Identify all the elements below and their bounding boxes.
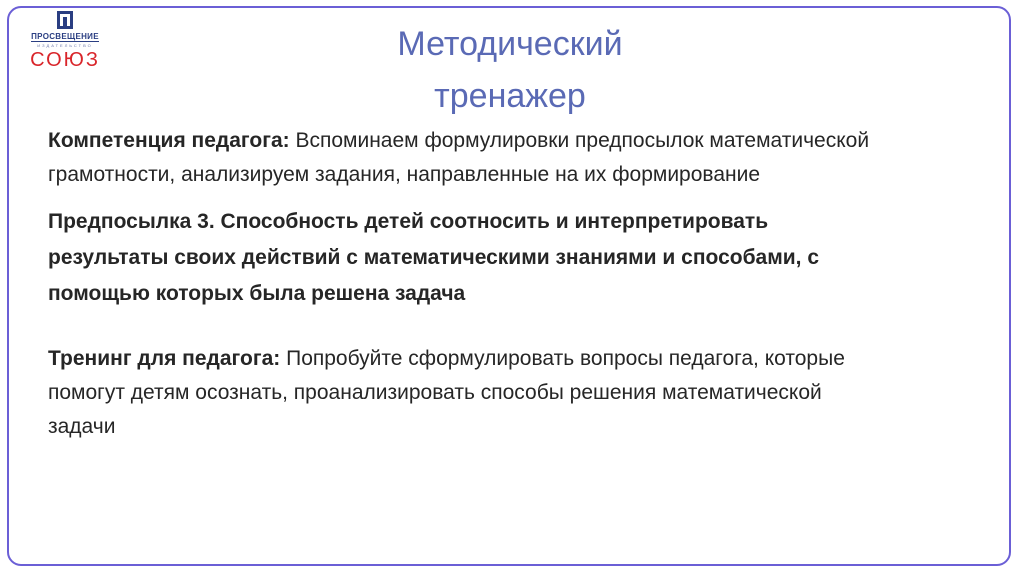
logo-main-text: СОЮЗ [30, 49, 100, 71]
prerequisite-paragraph [48, 204, 983, 312]
competence-line-1 [48, 124, 983, 158]
training-text-1: Попробуйте сформулировать вопросы педагога, которые [286, 347, 845, 370]
logo-sub-text: ИЗДАТЕЛЬСТВО [37, 43, 93, 48]
training-line-3: задачи [48, 415, 116, 438]
logo-top-text: ПРОСВЕЩЕНИЕ [31, 32, 99, 41]
title-line-2: тренажер [434, 77, 586, 115]
prerequisite-line-1: Предпосылка 3. Способность детей соотносить и интерпретировать [48, 210, 769, 233]
training-paragraph [48, 342, 983, 444]
page-title [250, 18, 770, 122]
logo-emblem-icon [56, 10, 74, 30]
publisher-logo [20, 10, 110, 72]
title-line-1: Методический [397, 25, 623, 63]
prerequisite-line-3: помощью которых была решена задача [48, 282, 466, 305]
competence-paragraph [48, 124, 983, 192]
competence-label: Компетенция педагога: [48, 129, 290, 152]
training-line-1 [48, 342, 983, 376]
prerequisite-line-2: результаты своих действий с математическими знаниями и способами, с [48, 246, 820, 269]
training-label: Тренинг для педагога: [48, 347, 281, 370]
training-line-2: помогут детям осознать, проанализировать способы решения математической [48, 381, 822, 404]
competence-text-1: Вспоминаем формулировки предпосылок математической [295, 129, 870, 152]
competence-line-2: грамотности, анализируем задания, направленные на их формирование [48, 163, 761, 186]
